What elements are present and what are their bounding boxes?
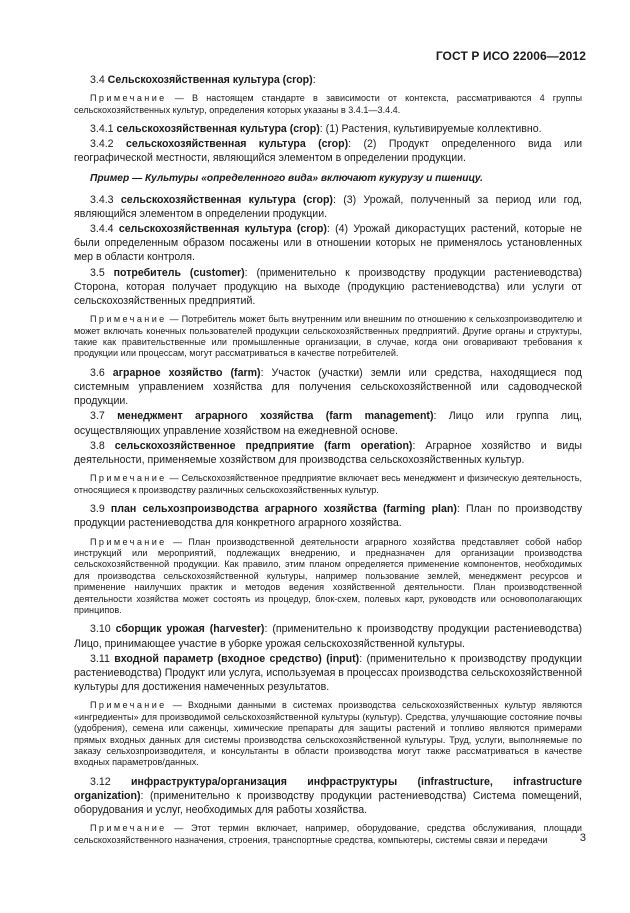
term-paragraph: 3.4.1 сельскохозяйственная культура (crop): (1) Растения, культивируемые коллективно.: [90, 123, 542, 136]
note-paragraph: Примечание — Входными данными в системах производства сельскохозяйственных культур являются «ингредиенты» для производимой сельскохозяйственной культуры (культур). Средства, улучшающие состояние почвы (удобрения), семена или саженцы, химические препараты для защиты растений и топливо являются примерами прямых входных данных для системы производства сельскохозяйственной культуры. Труд, услуги, выполняемые по заказу сельхозпроизводителя, и консультанты в области производства могут также рассматриваться в качестве входных параметров/данных.: [74, 700, 582, 768]
note-paragraph: Примечание — План производственной деятельности аграрного хозяйства представляет собой набор инструкций или мероприятий, подлежащих внедрению, и предназначен для организации производства сельскохозяйственной продукции. Как правило, этим планом определяется применение компонентов, необходимых для производства сельскохозяйственной культуры, например пользование землей, менеджмент ресурсов и применение наилучших практик и методов ведения хозяйственной деятельности. План производственной деятельности хозяйства может состоять из процедур, блок-схем, полевых карт, руководств или основополагающих принципов.: [74, 536, 582, 615]
term-paragraph: 3.8 сельскохозяйственное предприятие (farm operation): Аграрное хозяйство и виды деятельности, применяемые хозяйством для производства сельскохозяйственных культур.: [74, 439, 582, 467]
page-number: 3: [579, 832, 586, 844]
example-paragraph: Пример — Культуры «определенного вида» включают кукурузу и пшеницу.: [90, 172, 484, 184]
term-paragraph: 3.10 сборщик урожая (harvester): (применительно к производству продукции растениеводства) Лицо, принимающее участие в уборке урожая сельскохозяйственной культуры.: [74, 623, 583, 650]
term-paragraph: 3.5 потребитель (customer): (применительно к производству продукции растениеводства) Сторона, которая получает продукцию на выходе (продукцию растениеводства) или услуги от сельскохозяйственных предприятий.: [74, 266, 582, 308]
note-paragraph: Примечание — В настоящем стандарте в зависимости от контекста, рассматриваются 4 группы сельскохозяйственных культур, определения которых указаны в 3.4.1—3.4.4.: [74, 93, 582, 115]
term-paragraph: 3.4.3 сельскохозяйственная культура (crop): (3) Урожай, полученный за период или год, являющийся элементом в определении продукции.: [74, 193, 582, 220]
term-paragraph: 3.9 план сельхозпроизводства аграрного хозяйства (farming plan): План по производству продукции растениеводства для конкретного аграрного хозяйства.: [74, 503, 582, 530]
term-paragraph: 3.4 Сельскохозяйственная культура (crop):: [90, 74, 316, 86]
term-paragraph: 3.7 менеджмент аграрного хозяйства (farm management): Лицо или группа лиц, осуществляющих управление хозяйством на ежедневной основе.: [74, 410, 582, 437]
term-paragraph: 3.6 аграрное хозяйство (farm): Участок (участки) земли или средства, находящиеся под системным управлением хозяйства для получения сельскохозяйственной или садоводческой продукции.: [74, 366, 582, 408]
term-paragraph: 3.12 инфраструктура/организация инфраструктуры (infrastructure, infrastructure organization): (применительно к производству продукции растениеводства) Система помещений, оборудования и услуг, необходимых для работы хозяйства.: [74, 775, 583, 817]
document-body: [74, 73, 582, 852]
term-paragraph: 3.11 входной параметр (входное средство) (input): (применительно к производству продукции растениеводства) Продукт или услуга, используемая в процессах производства сельскохозяйственной культуры для достижения намеченных результатов.: [74, 652, 582, 694]
note-paragraph: Примечание — Сельскохозяйственное предприятие включает весь менеджмент и физическую деятельность, относящиеся к производству различных сельскохозяйственных культур.: [74, 473, 582, 495]
term-paragraph: 3.4.4 сельскохозяйственная культура (crop): (4) Урожай дикорастущих растений, которые не были определенным образом посажены или в отношении которых не применялось установленных мер в области контроля.: [74, 223, 582, 264]
standard-header: ГОСТ Р ИСО 22006—2012: [435, 49, 586, 63]
term-paragraph: 3.4.2 сельскохозяйственная культура (crop): (2) Продукт определенного вида или географической местности, являющийся элементом в определении продукции.: [74, 138, 582, 165]
note-paragraph: Примечание — Потребитель может быть внутренним или внешним по отношению к сельхозпроизводителю и может включать конечных пользователей продукции сельскохозяйственных предприятий. Другие органы и структуры, такие как правительственные или промышленные организации, в случае, когда они оговаривают требования к продукции или процессам, могут рассматриваться в качестве потребителей.: [74, 314, 582, 359]
note-paragraph: Примечание — Этот термин включает, например, оборудование, средства обслуживания, площади сельскохозяйственного назначения, строения, транспортные средства, компьютеры, системы связи и передачи: [74, 823, 582, 845]
